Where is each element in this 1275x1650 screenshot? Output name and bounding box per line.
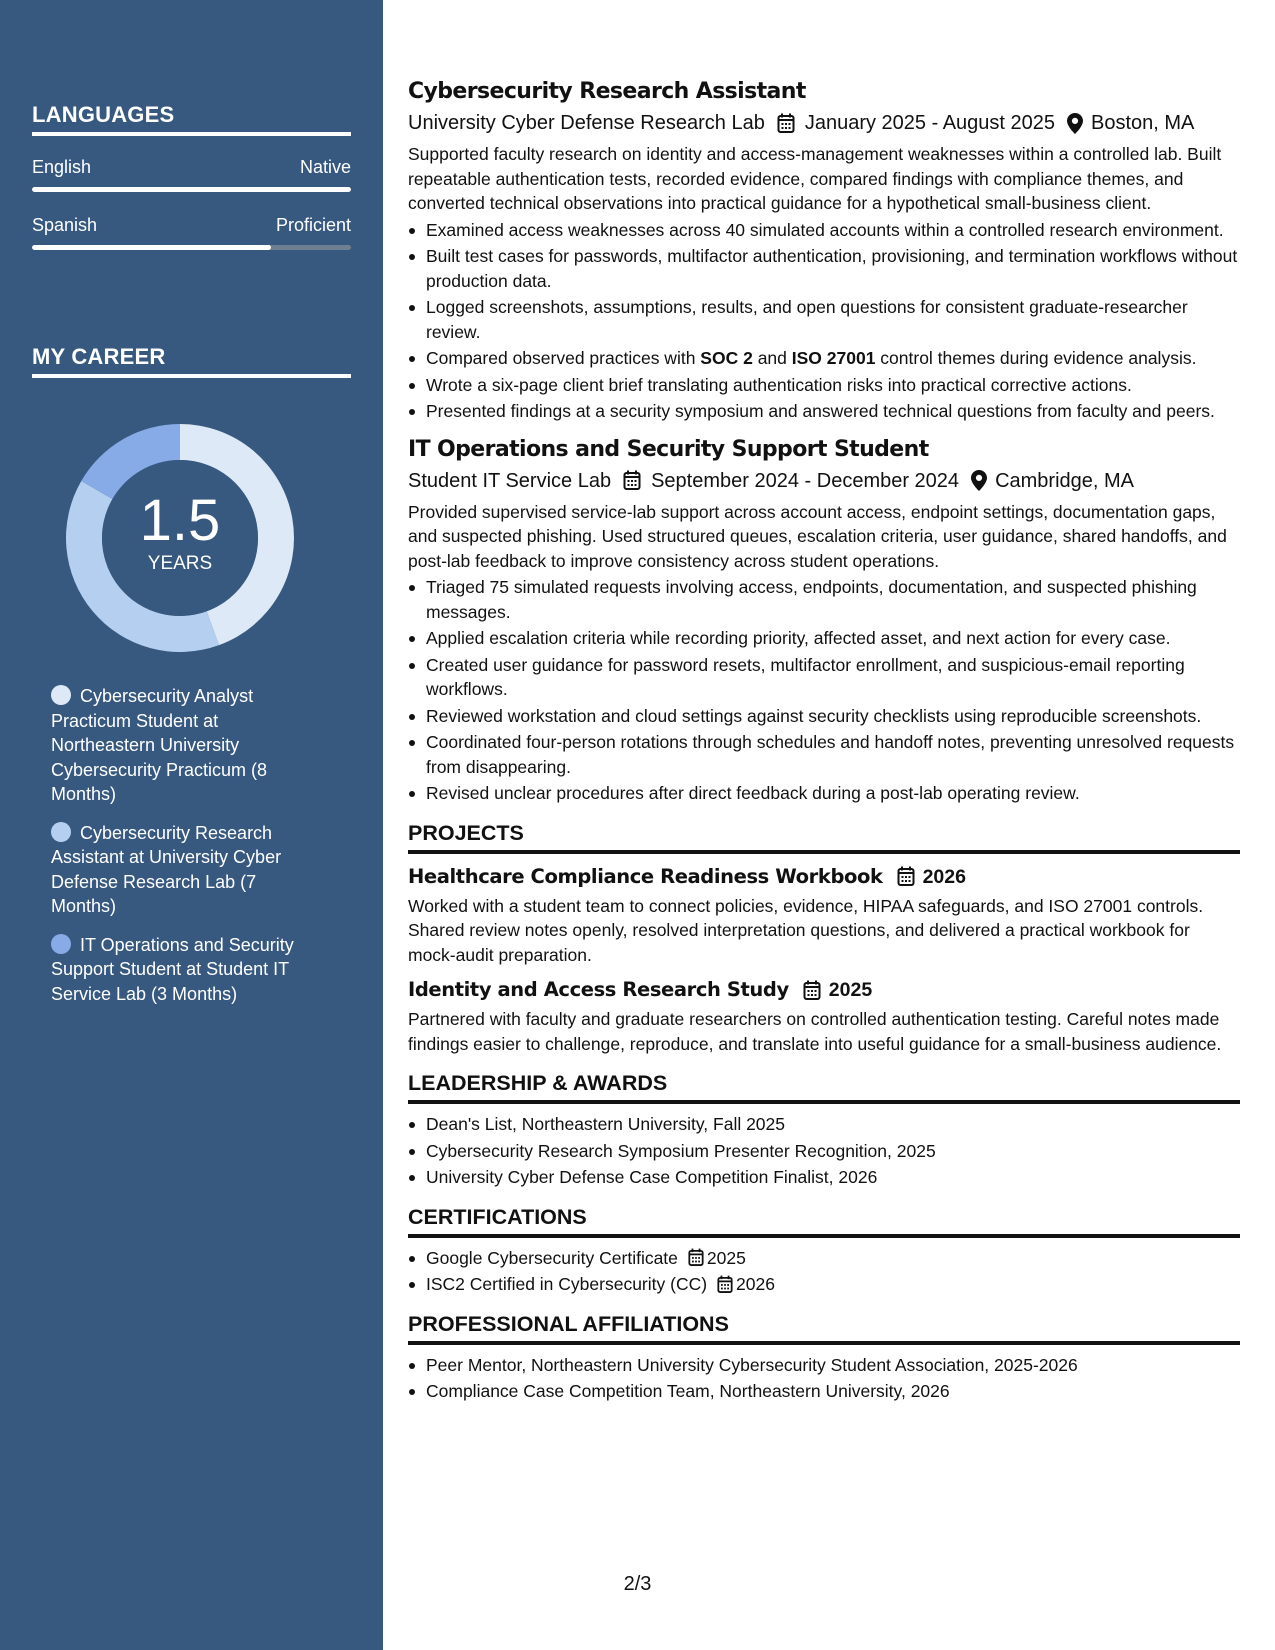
- project-entry: [408, 977, 1240, 1056]
- certification-year: 2026: [736, 1274, 775, 1294]
- job-bullet: Triaged 75 simulated requests involving access, endpoints, documentation, and suspected phishing messages.: [426, 575, 1240, 624]
- job-dates: September 2024 - December 2024: [651, 469, 960, 492]
- legend-dot-icon: [51, 822, 71, 842]
- job-meta: [408, 110, 1240, 136]
- affiliation-item: Compliance Case Competition Team, Northeastern University, 2026: [426, 1379, 1240, 1404]
- career-donut-chart: [66, 424, 294, 652]
- job-organization: University Cyber Defense Research Lab: [408, 112, 765, 134]
- certification-item: [426, 1246, 1240, 1271]
- experience-entry: [408, 78, 1240, 424]
- language-level: Proficient: [275, 215, 351, 235]
- leadership-item: University Cyber Defense Case Competition Finalist, 2026: [426, 1165, 1240, 1190]
- career-total-value: 1.5: [139, 488, 221, 553]
- languages-heading: LANGUAGES: [32, 102, 351, 136]
- calendar-icon: [897, 866, 915, 887]
- career-legend-text: IT Operations and Security Support Student at Student IT Service Lab (3 Months): [51, 934, 294, 1004]
- experience-entry: [408, 436, 1240, 806]
- job-bullet: Revised unclear procedures after direct feedback during a post-lab operating review.: [426, 781, 1240, 806]
- leadership-heading: LEADERSHIP & AWARDS: [408, 1070, 1240, 1104]
- affiliation-item: Peer Mentor, Northeastern University Cybersecurity Student Association, 2025-2026: [426, 1353, 1240, 1378]
- legend-dot-icon: [51, 934, 71, 954]
- job-title: IT Operations and Security Support Student: [408, 436, 929, 462]
- project-year: 2025: [828, 979, 873, 1001]
- language-proficiency-fill: [32, 187, 351, 192]
- affiliations-heading: PROFESSIONAL AFFILIATIONS: [408, 1311, 1240, 1345]
- language-item: [32, 156, 351, 192]
- job-bullet: Applied escalation criteria while recording priority, affected asset, and next action for every case.: [426, 626, 1240, 651]
- location-pin-icon: [971, 470, 987, 491]
- job-bullet: Wrote a six-page client brief translating authentication risks into practical corrective actions.: [426, 373, 1240, 398]
- career-heading: MY CAREER: [32, 344, 351, 378]
- project-title: Identity and Access Research Study: [408, 978, 789, 1001]
- bullet-text: control themes during evidence analysis.: [875, 348, 1197, 368]
- project-title-row: [408, 864, 1240, 890]
- job-bullets: [426, 218, 1240, 424]
- language-name: English: [32, 157, 92, 177]
- certification-name: ISC2 Certified in Cybersecurity (CC): [426, 1274, 708, 1294]
- job-meta: [408, 468, 1240, 494]
- bullet-text: and: [752, 348, 792, 368]
- career-section: [32, 344, 351, 378]
- career-legend-item: [51, 684, 316, 807]
- project-description: Partnered with faculty and graduate researchers on controlled authentication testing. Careful notes made findings easier to challenge, reproduce, and translate into useful guidance for a small-business audience.: [408, 1009, 1222, 1054]
- projects-heading: PROJECTS: [408, 820, 1240, 854]
- job-bullet: Logged screenshots, assumptions, results, and open questions for consistent graduate-researcher review.: [426, 295, 1240, 344]
- calendar-icon: [717, 1275, 733, 1294]
- job-title: Cybersecurity Research Assistant: [408, 79, 806, 104]
- project-year: 2026: [922, 865, 966, 888]
- certifications-heading: CERTIFICATIONS: [408, 1204, 1240, 1238]
- calendar-icon: [803, 980, 821, 1001]
- job-bullets: [426, 575, 1240, 806]
- legend-dot-icon: [51, 685, 71, 705]
- job-location: Boston, MA: [1091, 112, 1195, 134]
- job-organization: Student IT Service Lab: [408, 469, 612, 492]
- language-item: [32, 214, 351, 250]
- career-legend-text: Cybersecurity Analyst Practicum Student at Northeastern University Cybersecurity Practicum (8 Months): [51, 686, 268, 804]
- career-legend: [51, 684, 316, 1020]
- bullet-bold-text: ISO 27001: [791, 348, 876, 368]
- project-title-row: [408, 977, 1240, 1003]
- project-title: Healthcare Compliance Readiness Workbook: [408, 864, 883, 888]
- job-bullet: Created user guidance for password resets, multifactor enrollment, and suspicious-email reporting workflows.: [426, 653, 1240, 702]
- language-name: Spanish: [32, 215, 98, 235]
- job-bullet: [426, 346, 1240, 371]
- leadership-item: Cybersecurity Research Symposium Presenter Recognition, 2025: [426, 1139, 1240, 1164]
- page-number: 2/3: [623, 1573, 652, 1595]
- language-proficiency-bar: [32, 245, 351, 250]
- job-bullet: Presented findings at a security symposium and answered technical questions from faculty and peers.: [426, 399, 1240, 424]
- certifications-list: [426, 1246, 1240, 1297]
- bullet-text: Compared observed practices with: [426, 348, 701, 368]
- job-bullet: Reviewed workstation and cloud settings against security checklists using reproducible screenshots.: [426, 704, 1240, 729]
- sidebar: [0, 0, 383, 1650]
- job-summary: Provided supervised service-lab support across account access, endpoint settings, documentation gaps, and suspected phishing. Used structured queues, escalation criteria, user guidance, shared handoffs, and post-lab feedback to improve consistency across student operations.: [408, 501, 1227, 571]
- certification-year: 2025: [706, 1247, 746, 1268]
- job-location: Cambridge, MA: [995, 469, 1134, 492]
- career-total: [66, 424, 294, 652]
- career-legend-text: Cybersecurity Research Assistant at University Cyber Defense Research Lab (7 Months): [51, 822, 282, 916]
- certification-item: [426, 1272, 1240, 1297]
- languages-section: [32, 102, 351, 250]
- career-legend-item: [51, 933, 316, 1007]
- job-bullet: Coordinated four-person rotations through schedules and handoff notes, preventing unresolved requests from disappearing.: [426, 730, 1240, 779]
- calendar-icon: [623, 470, 641, 491]
- career-total-unit: YEARS: [147, 553, 213, 574]
- project-description: Worked with a student team to connect policies, evidence, HIPAA safeguards, and ISO 27001 controls. Shared review notes openly, resolved interpretation questions, and delivered a practical workbook for mock-audit preparation.: [408, 895, 1204, 965]
- leadership-list: [426, 1112, 1240, 1190]
- bullet-bold-text: SOC 2: [700, 348, 753, 368]
- location-pin-icon: [1067, 113, 1083, 134]
- certification-name: Google Cybersecurity Certificate: [426, 1247, 678, 1268]
- job-dates: January 2025 - August 2025: [804, 112, 1056, 134]
- language-proficiency-bar: [32, 187, 351, 192]
- calendar-icon: [777, 113, 795, 134]
- job-bullet: Built test cases for passwords, multifactor authentication, provisioning, and termination workflows without production data.: [426, 244, 1240, 293]
- job-bullet: Examined access weaknesses across 40 simulated accounts within a controlled research environment.: [426, 218, 1240, 243]
- calendar-icon: [688, 1248, 704, 1267]
- affiliations-list: [426, 1353, 1240, 1404]
- project-entry: [408, 864, 1240, 968]
- language-proficiency-fill: [32, 245, 271, 250]
- job-summary: Supported faculty research on identity and access-management weaknesses within a controlled lab. Built repeatable authentication tests, recorded evidence, compared findings with compliance themes, and converted technical observations into practical guidance for a hypothetical small-business client.: [408, 144, 1222, 213]
- leadership-item: Dean's List, Northeastern University, Fall 2025: [426, 1112, 1240, 1137]
- career-legend-item: [51, 821, 316, 919]
- main-content: [408, 78, 1240, 1404]
- language-level: Native: [299, 157, 351, 177]
